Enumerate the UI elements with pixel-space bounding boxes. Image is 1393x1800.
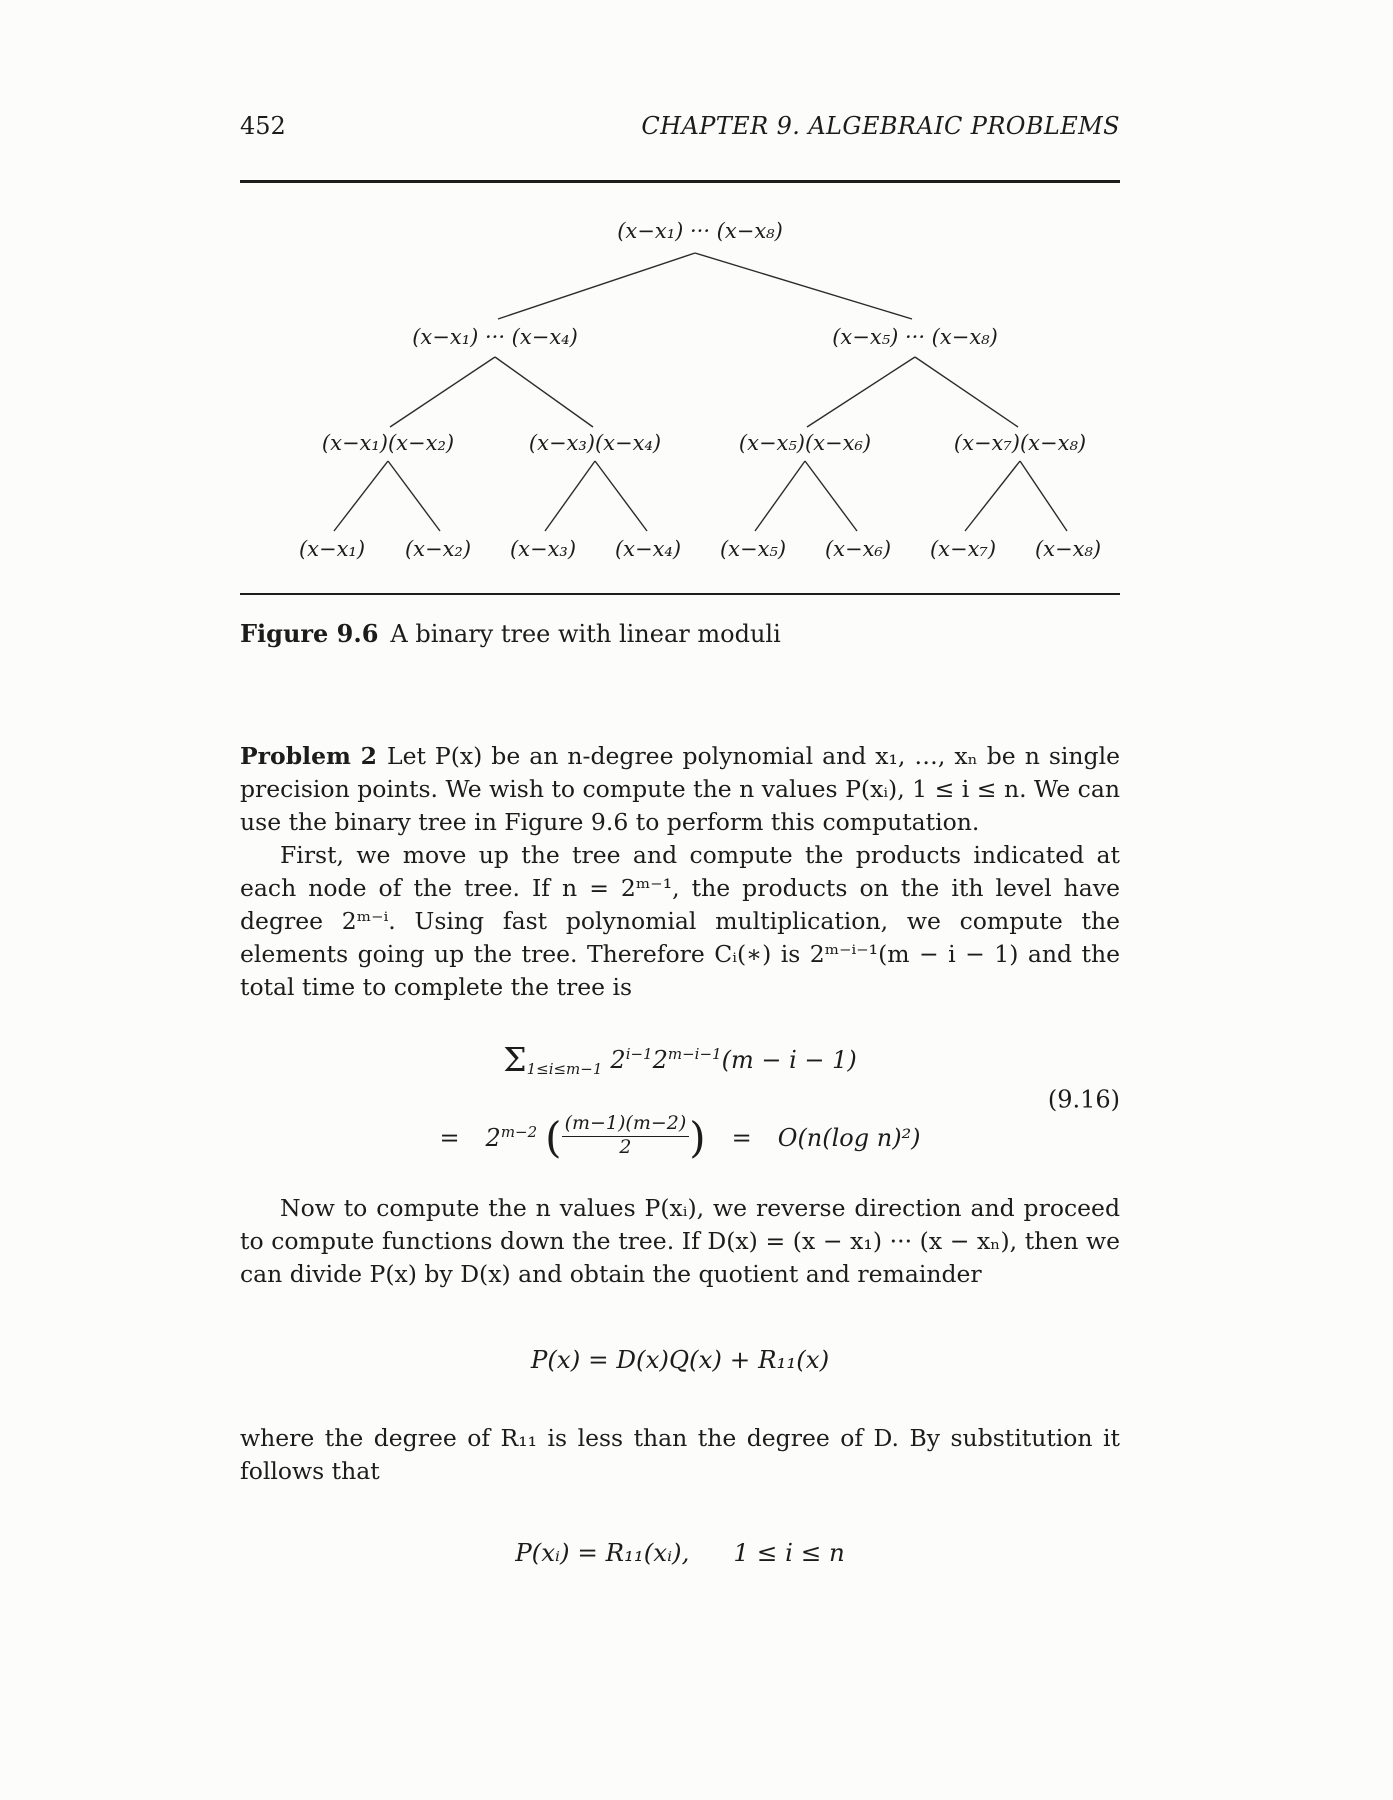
tree-edge	[807, 357, 915, 427]
equation-916-line1	[240, 1038, 1120, 1086]
term1-exponent: i−1	[625, 1045, 653, 1063]
page-number: 452	[240, 112, 286, 140]
paragraph-degree: where the degree of R₁₁ is less than the degree of D. By substitution it follows that	[240, 1424, 1120, 1486]
tree-node-level2-0: (x−x₁) ··· (x−x₄)	[412, 324, 578, 349]
tree-leaf-6: (x−x₇)	[929, 536, 997, 561]
figure-top-rule	[240, 180, 1120, 183]
tree-leaf-4: (x−x₅)	[719, 536, 787, 561]
tree-node-level2-1: (x−x₅) ··· (x−x₈)	[832, 324, 998, 349]
open-paren: (	[545, 1112, 562, 1162]
equation-916-line2	[240, 1112, 1120, 1162]
close-paren: )	[689, 1112, 706, 1162]
tree-leaf-2: (x−x₃)	[509, 536, 577, 561]
tree-edge	[695, 253, 912, 319]
sigma-symbol: Σ	[503, 1040, 527, 1079]
tree-edge	[388, 461, 440, 531]
tree-edge	[334, 461, 388, 531]
tree-leaf-0: (x−x₁)	[298, 536, 366, 561]
equation-division: P(x) = D(x)Q(x) + R₁₁(x)	[530, 1345, 830, 1375]
equation-916	[240, 1038, 1120, 1162]
problem-label: Problem 2	[240, 742, 377, 770]
paragraph-reverse-direction: Now to compute the n values P(xᵢ), we reverse direction and proceed to compute functions down the tree. If D(x) = (x − x₁) ··· (x − xₙ), then we can divide P(x) by D(x) and obtain the quotient and remainder	[240, 1194, 1120, 1289]
equals-sign-2: =	[731, 1123, 752, 1152]
term2-base: 2	[652, 1046, 668, 1074]
tree-leaf-5: (x−x₆)	[824, 536, 892, 561]
tree-edge	[595, 461, 647, 531]
tree-edge	[755, 461, 805, 531]
paragraph-products: First, we move up the tree and compute the products indicated at each node of the tree. If n = 2ᵐ⁻¹, the products on the ith level have degree 2ᵐ⁻ⁱ. Using fast polynomial multiplication, we compute the elements going up the tree. Therefore Cᵢ(∗) is 2ᵐ⁻ⁱ⁻¹(m − i − 1) and the total time to complete the tree is	[240, 841, 1120, 1001]
equation-number: (9.16)	[1047, 1085, 1120, 1114]
tree-node-level3-1: (x−x₃)(x−x₄)	[528, 430, 662, 455]
equals-sign: =	[439, 1123, 460, 1152]
term1-base: 2	[610, 1046, 626, 1074]
tree-leaf-7: (x−x₈)	[1034, 536, 1102, 561]
binary-tree-figure	[240, 207, 1120, 579]
figure-caption-label: Figure 9.6	[240, 619, 379, 648]
problem-text: Let P(x) be an n-degree polynomial and x₁, …, xₙ be n single precision points. We wish to compute the n values P(xᵢ), 1 ≤ i ≤ n. We can use the binary tree in Figure 9.6 to perform this computation.	[240, 742, 1121, 836]
tree-node-root: (x−x₁) ··· (x−x₈)	[617, 218, 783, 243]
power-exponent: m−2	[500, 1122, 538, 1141]
tree-node-level3-0: (x−x₁)(x−x₂)	[321, 430, 455, 455]
equation-final-main: P(xᵢ) = R₁₁(xᵢ),	[515, 1538, 690, 1568]
tree-leaf-1: (x−x₂)	[404, 536, 472, 561]
tree-edge	[498, 253, 695, 319]
big-o-result: O(n(log n)²)	[777, 1123, 921, 1152]
tree-edge	[915, 357, 1018, 427]
equation-final	[240, 1536, 1120, 1569]
sigma-bounds: 1≤i≤m−1	[526, 1059, 603, 1078]
tree-edge	[805, 461, 857, 531]
tree-edge	[390, 357, 495, 427]
tree-edge	[545, 461, 595, 531]
fraction-denominator: 2	[619, 1136, 632, 1159]
problem-paragraph	[240, 740, 1120, 839]
tree-leaf-3: (x−x₄)	[614, 536, 682, 561]
equation-tail: (m − i − 1)	[721, 1046, 857, 1074]
tree-node-level3-3: (x−x₇)(x−x₈)	[953, 430, 1087, 455]
tree-edges	[240, 207, 1120, 579]
figure-bottom-rule	[240, 593, 1120, 596]
tree-edge	[495, 357, 593, 427]
equation-final-condition: 1 ≤ i ≤ n	[733, 1538, 845, 1568]
figure-caption	[240, 619, 1120, 648]
power-base: 2	[485, 1123, 501, 1152]
term2-exponent: m−i−1	[667, 1045, 722, 1063]
page-header	[240, 112, 1120, 140]
fraction-numerator: (m−1)(m−2)	[562, 1113, 690, 1137]
figure-caption-text: A binary tree with linear moduli	[390, 620, 781, 648]
chapter-header: CHAPTER 9. ALGEBRAIC PROBLEMS	[641, 112, 1120, 140]
body-text	[240, 740, 1120, 1569]
tree-edge	[1020, 461, 1067, 531]
fraction	[562, 1113, 690, 1159]
page	[240, 0, 1120, 1569]
tree-edge	[965, 461, 1020, 531]
tree-node-level3-2: (x−x₅)(x−x₆)	[738, 430, 872, 455]
